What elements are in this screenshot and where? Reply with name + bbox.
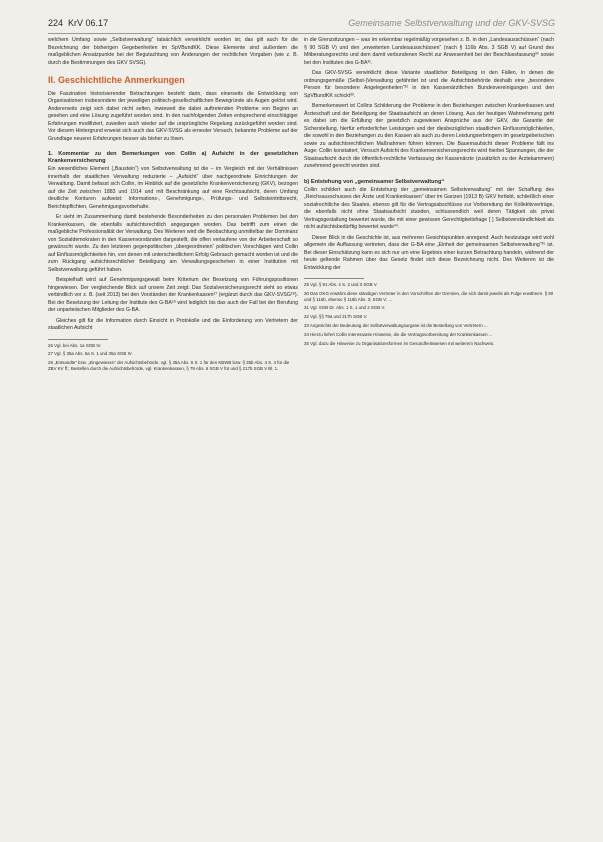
- paragraph: welchem Umfang sowie „Selbstverwaltung“ tatsächlich verwirklicht worden ist; das gilt auch für die Bezeichnung der bisherigen Gegebenheiten im SpVBundKK. Diese Elemente sind außerdem die maßgeblichen Ansatzpunkte bei der Begutachtung von Änderungen der rechtlichen Vorgaben (wie z. B. durch die Bestimmungen des GKV SVSG).: [48, 37, 298, 66]
- section-heading: II. Geschichtliche Anmerkungen: [48, 75, 185, 85]
- paragraph: Beispielhaft wird auf Genehmigungsgewalt beim Kriterium der Besetzung von Führungspositionen hingewiesen. Der vergleichende Blick auf unsere Zeit zeigt: Das Sozialversicherungsrecht sieht so etwas verbindlich vor z. B. (seit 2013) bei den Vorständen der Krankenkassen²⁷ (ergänzt durch das GKV-SVSG²⁸). Bei der Besetzung der Leitung der Institute des G-BA²⁹ wird lediglich bis das auch der Fall bei der Berufung der unparteiischen Mitglieder des G-BA.: [48, 277, 298, 313]
- footnote: 31 Vgl. SGB Dr. Abs. 1 S. 1 und 2 SGB V.: [304, 305, 386, 311]
- paragraph: Bemerkenswert ist Collins Schilderung der Probleme in den Beziehungen zwischen Krankenkassen und Ärzteschaft und der Beteiligung der Staatsaufsicht an deren Lösung. Aus der heutigen Wahrnehmung geht es dabei um die Erfüllung der gesetzlich zugewiesen Ansprüche aus der GKV, die Garantie der Sicherstellung, hierfür erforderlicher Leistungen und der diesbezüglichen staatlichen Einflussmöglichkeiten, die sowohl in den Beziehungen zu den Kassen als auch zu deren Leistungserbringern im gesetzgeberischen sowie zu aufsichtsrechtlichen Maßnahmen führen können. Die Bauernaufsicht dieser Probleme fällt ins Auge: Collin konstatiert, Versuch Aufsicht des Krankenversicherungsrechts wird hierbei Spannungen, die der Staatsaufsicht durch die öffentlich-rechtliche Verfassung der Kassenärzte (zusätzlich zu der Ärztekammern) zunehmend gerecht worden sind.: [304, 103, 554, 169]
- paragraph: Gleiches gilt für die Information durch Einsicht in Protokolle und die Einforderung von Vertretern der staatlichen Aufsicht: [48, 317, 298, 331]
- footnote: 34 Hierzu liefert Collin interessante Hinweise, die die Vertragsvorbereitung der Krankenkassen ...: [304, 331, 493, 337]
- footnote: 30 Das GKG erwähnt diese ständigen Vertreter in den Vorschriften der Gremien, die sich damit jeweils als Folge erwähnen. § 90 und § 116b, ebenso § 116b Abs. 3; SGB V; ...: [304, 290, 554, 302]
- paragraph: Ein wesentliches Element („Baustein“) von Selbstverwaltung ist die – im Vergleich mit der Verhältnissen innerhalb der staatlichen Verwaltung reduzierte – „Aufsicht“ über nachgeordnete Einrichtungen der Verwaltung. Damit befasst sich Collin, im Hinblick auf die gesetzliche Krankenversicherung (GKV), bezogen auf die Zeit zwischen 1883 und 1914 und mit Beschränkung auf eine Rechtsaufsicht, deren Umfang deutliche Konturen aufweist: Informations-, Genehmigungs-, Prüfungs- und Selbsteintrittsrecht, Berichtspflichten, Genehmigungsvorbehalte.: [48, 166, 298, 210]
- page-number: [48, 18, 108, 28]
- paragraph: Das GKV-SVSG verwirklicht diese Variante staatlicher Beteiligung in den Fällen, in denen die ordnungsgemäße (Selbst-)Verwaltung gefährdet ist und die Aufsichtsbehörde deshalb eine „besondere Person für besondere Angelegenheiten“³² in den Kassenärztlichen Bundesvereinigungen und den SpVBundKK schickt³³.: [304, 70, 554, 99]
- footnote: 26 Vgl. bei Abs. 1a SGB IV.: [48, 342, 102, 348]
- journal-name: KrV 06.17: [68, 18, 109, 28]
- footnote-rule: [48, 339, 108, 340]
- paragraph: Collin schildert auch die Entstehung der „gemeinsamen Selbstverwaltung“ mit der Schaffung des „Reichsausschusses der Ärzte und Krankenkassen“ über im Ganzen (1913 B) GKV fortlebt, schließlich einer sozialrechtliche des Staates, ebenso gilt für die Vertragsabschlüsse zur Vorbereitung der Kollektivverträge, die ebenfalls nicht ohne Staatsaufsicht standen, schlussendlich weil deren Tätigkeit als privat Vertragsgestaltung bewertet wurde, die mit einer gewissen Gerechtigkeitsfrage [ ] Selbstverständlichkeit als nicht aufsichtsbedürftig bewertet wurde³⁴.: [304, 186, 554, 230]
- page-header: [48, 18, 555, 32]
- paragraph: Dieser Blick in die Geschichte ist, aus mehreren Gesichtspunkten anregend: Auch heutzutage wird wohl allgemein die Auffassung vertreten, dass der G-BA eine „Einheit der gemeinsamen Selbstverwaltung“³⁵ ist. Bei dieser Einschätzung kann es sich nur um eine Ergebnis einer kurzen Betrachtung handeln, während der heute geltende Rahmen über das Gesetz findet sich diese Bezeichnung nicht. Des Weiteren ist die Entwicklung der: [304, 234, 554, 271]
- right-column: [304, 37, 554, 349]
- footnote: 27 Vgl. § 35a Abs. 6a S. 1 und 35a SGB IV.: [48, 351, 133, 357]
- footnote: 28 „Entsandte“ bzw. „Eingewiesen“ der Aufsichtsbehörde, vgl. § 35a Abs. 6 S. 1 für den KBWB bzw. § 35b Abs. 4 S. 4 für die ZBV KV ff.; Bestellen durch die Aufsichtsbehörde, vgl. Krankenkassen, § 79 Abs. 6 SGB V für und § 217b SGB V Bl. 1.: [48, 360, 290, 371]
- paragraph: Er sieht im Zusammenhang damit bestehende Besonderheiten zu den personalen Problemen bei den Krankenkassen, die ebenfalls aufsichtsrechtlich angegangen worden. Das betrifft zum einen die maßgebliche Professionalität der Verwaltung. Des Weiteren wird die Beobachtung unmittelbar der Dominanz von Sozialdemokraten in den Kassenvorständen dargestellt, die offen verlaufene von der Arbeiterschaft so gewünscht wurde. Zu den letzteren gegenpolitischen „übergeordneten“ politischen Vorschlägen wird Collin auf Einflussmöglichkeiten hin, von denen mit unterschiedlichem Erfolg Gebrauch gemacht worden ist und die zum Rückgang aufsichtsrechtlicher Beteiligung am Verwaltungsgeschehen in einer Institution mit Selbstverwaltung geführt haben.: [48, 214, 298, 273]
- footnote: 29 Vgl. § 91 Abs. 4 S. 2 und 3 SGB V.: [304, 282, 378, 287]
- header-rule: [48, 33, 555, 34]
- footnote: 32 Vgl. §§ 79a und 217h SGB V.: [304, 314, 368, 320]
- footnote-rule: [304, 278, 364, 279]
- paragraph: in die Grenzsitzungen – was im erkennbar regelmäßig vorgesehen z. B. in den „Landesausschüssen“ (nach § 90 SGB V) und den „erweiterten Landesausschüssen“ (nach § 116b Abs. 3 SGB V) auf Grund des Mitberatungsrechts und dem damit verbundenen Recht zur Anwesenheit bei der Beschlussfassung³⁰ sowie bei den Instituten des G-BA³¹.: [304, 37, 554, 66]
- footnote: 33 Angesichts der Bedeutung der Selbstverwaltungsorgane ist die Bestellung von Vertretern ...: [304, 322, 488, 328]
- left-column: [48, 37, 298, 375]
- paragraph: Die Faszination historisierender Betrachtungen besteht darin, dass einerseits die Entwicklung von Organisationen insbesondere der jeweiligen politisch-gesellschaftlichen Bewegründe als Augen gelöst wird. Andererseits zeigt sich dabei nicht selten, inwieweit die dabei auftretenden Probleme von Beginn an gesehen und eine Lösung zugeführt worden sind. In den nachfolgenden Zeiten entsprechend einschlägiger Erfahrungen modifiziert, zuweilen auch wieder auf die ursprüngliche Regelung zurückgeführt worden sind. Vor diesem Hintergrund erweist sich auch das GKV-SVSG als erneuter Versuch, bekannte Probleme auf der Grundlage neuerer Erfahrungen besser als bisher zu lösen.: [48, 90, 298, 142]
- footnote: 35 Vgl. dazu die Hinweise zu Organisationsformen im Gesundheitswesen mit weiterem Nachweis.: [304, 340, 495, 346]
- subsection-heading: 1. Kommentar zu den Bemerkungen von Collin a) Aufsicht in der gesetzlichen Krankenversicherung: [48, 151, 298, 164]
- running-title: Gemeinsame Selbstverwaltung und der GKV-SVSG: [348, 18, 555, 28]
- page-number-text: 224: [48, 18, 64, 28]
- subsection-heading: b) Entstehung von „gemeinsamer Selbstverwaltung“: [304, 178, 445, 185]
